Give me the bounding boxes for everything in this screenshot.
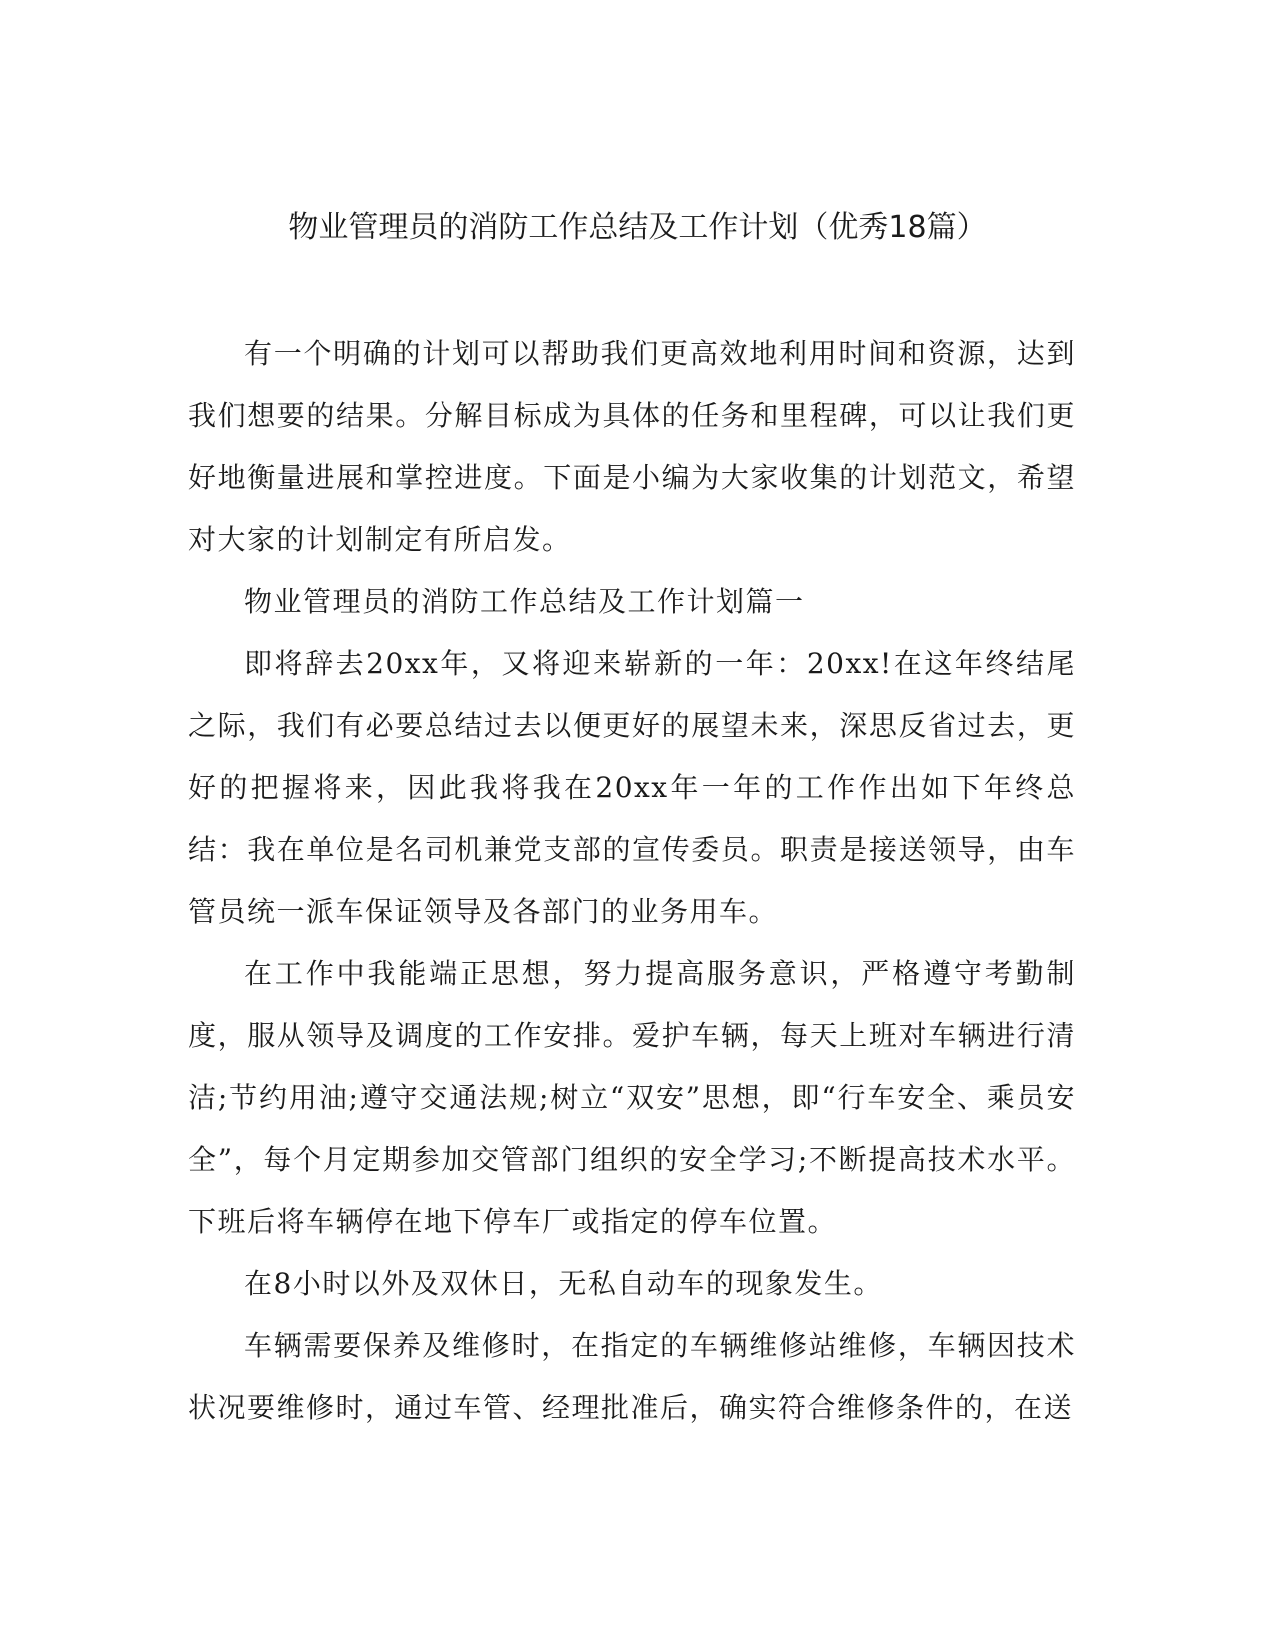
paragraph: 即将辞去20xx年，又将迎来崭新的一年：20xx!在这年终结尾之际，我们有必要总结过去以便更好的展望未来，深思反省过去，更好的把握将来，因此我将我在20xx年一年的工作作出如下年终总结：我在单位是名司机兼党支部的宣传委员。职责是接送领导，由车管员统一派车保证领导及各部门的业务用车。 <box>188 647 1076 928</box>
section-heading: 物业管理员的消防工作总结及工作计划篇一 <box>244 585 805 618</box>
document-title: 物业管理员的消防工作总结及工作计划（优秀18篇） <box>288 210 987 245</box>
document-body <box>188 323 1076 1439</box>
paragraph-intro: 有一个明确的计划可以帮助我们更高效地利用时间和资源，达到我们想要的结果。分解目标成为具体的任务和里程碑，可以让我们更好地衡量进展和掌控进度。下面是小编为大家收集的计划范文，希望对大家的计划制定有所启发。 <box>188 337 1076 556</box>
paragraph: 在工作中我能端正思想，努力提高服务意识，严格遵守考勤制度，服从领导及调度的工作安排。爱护车辆，每天上班对车辆进行清洁;节约用油;遵守交通法规;树立“双安”思想，即“行车安全、乘员安全”，每个月定期参加交管部门组织的安全学习;不断提高技术水平。下班后将车辆停在地下停车厂或指定的停车位置。 <box>188 957 1076 1238</box>
paragraph: 车辆需要保养及维修时，在指定的车辆维修站维修，车辆因技术状况要维修时，通过车管、经理批准后，确实符合维修条件的，在送 <box>188 1329 1076 1424</box>
paragraph: 在8小时以外及双休日，无私自动车的现象发生。 <box>244 1267 883 1300</box>
